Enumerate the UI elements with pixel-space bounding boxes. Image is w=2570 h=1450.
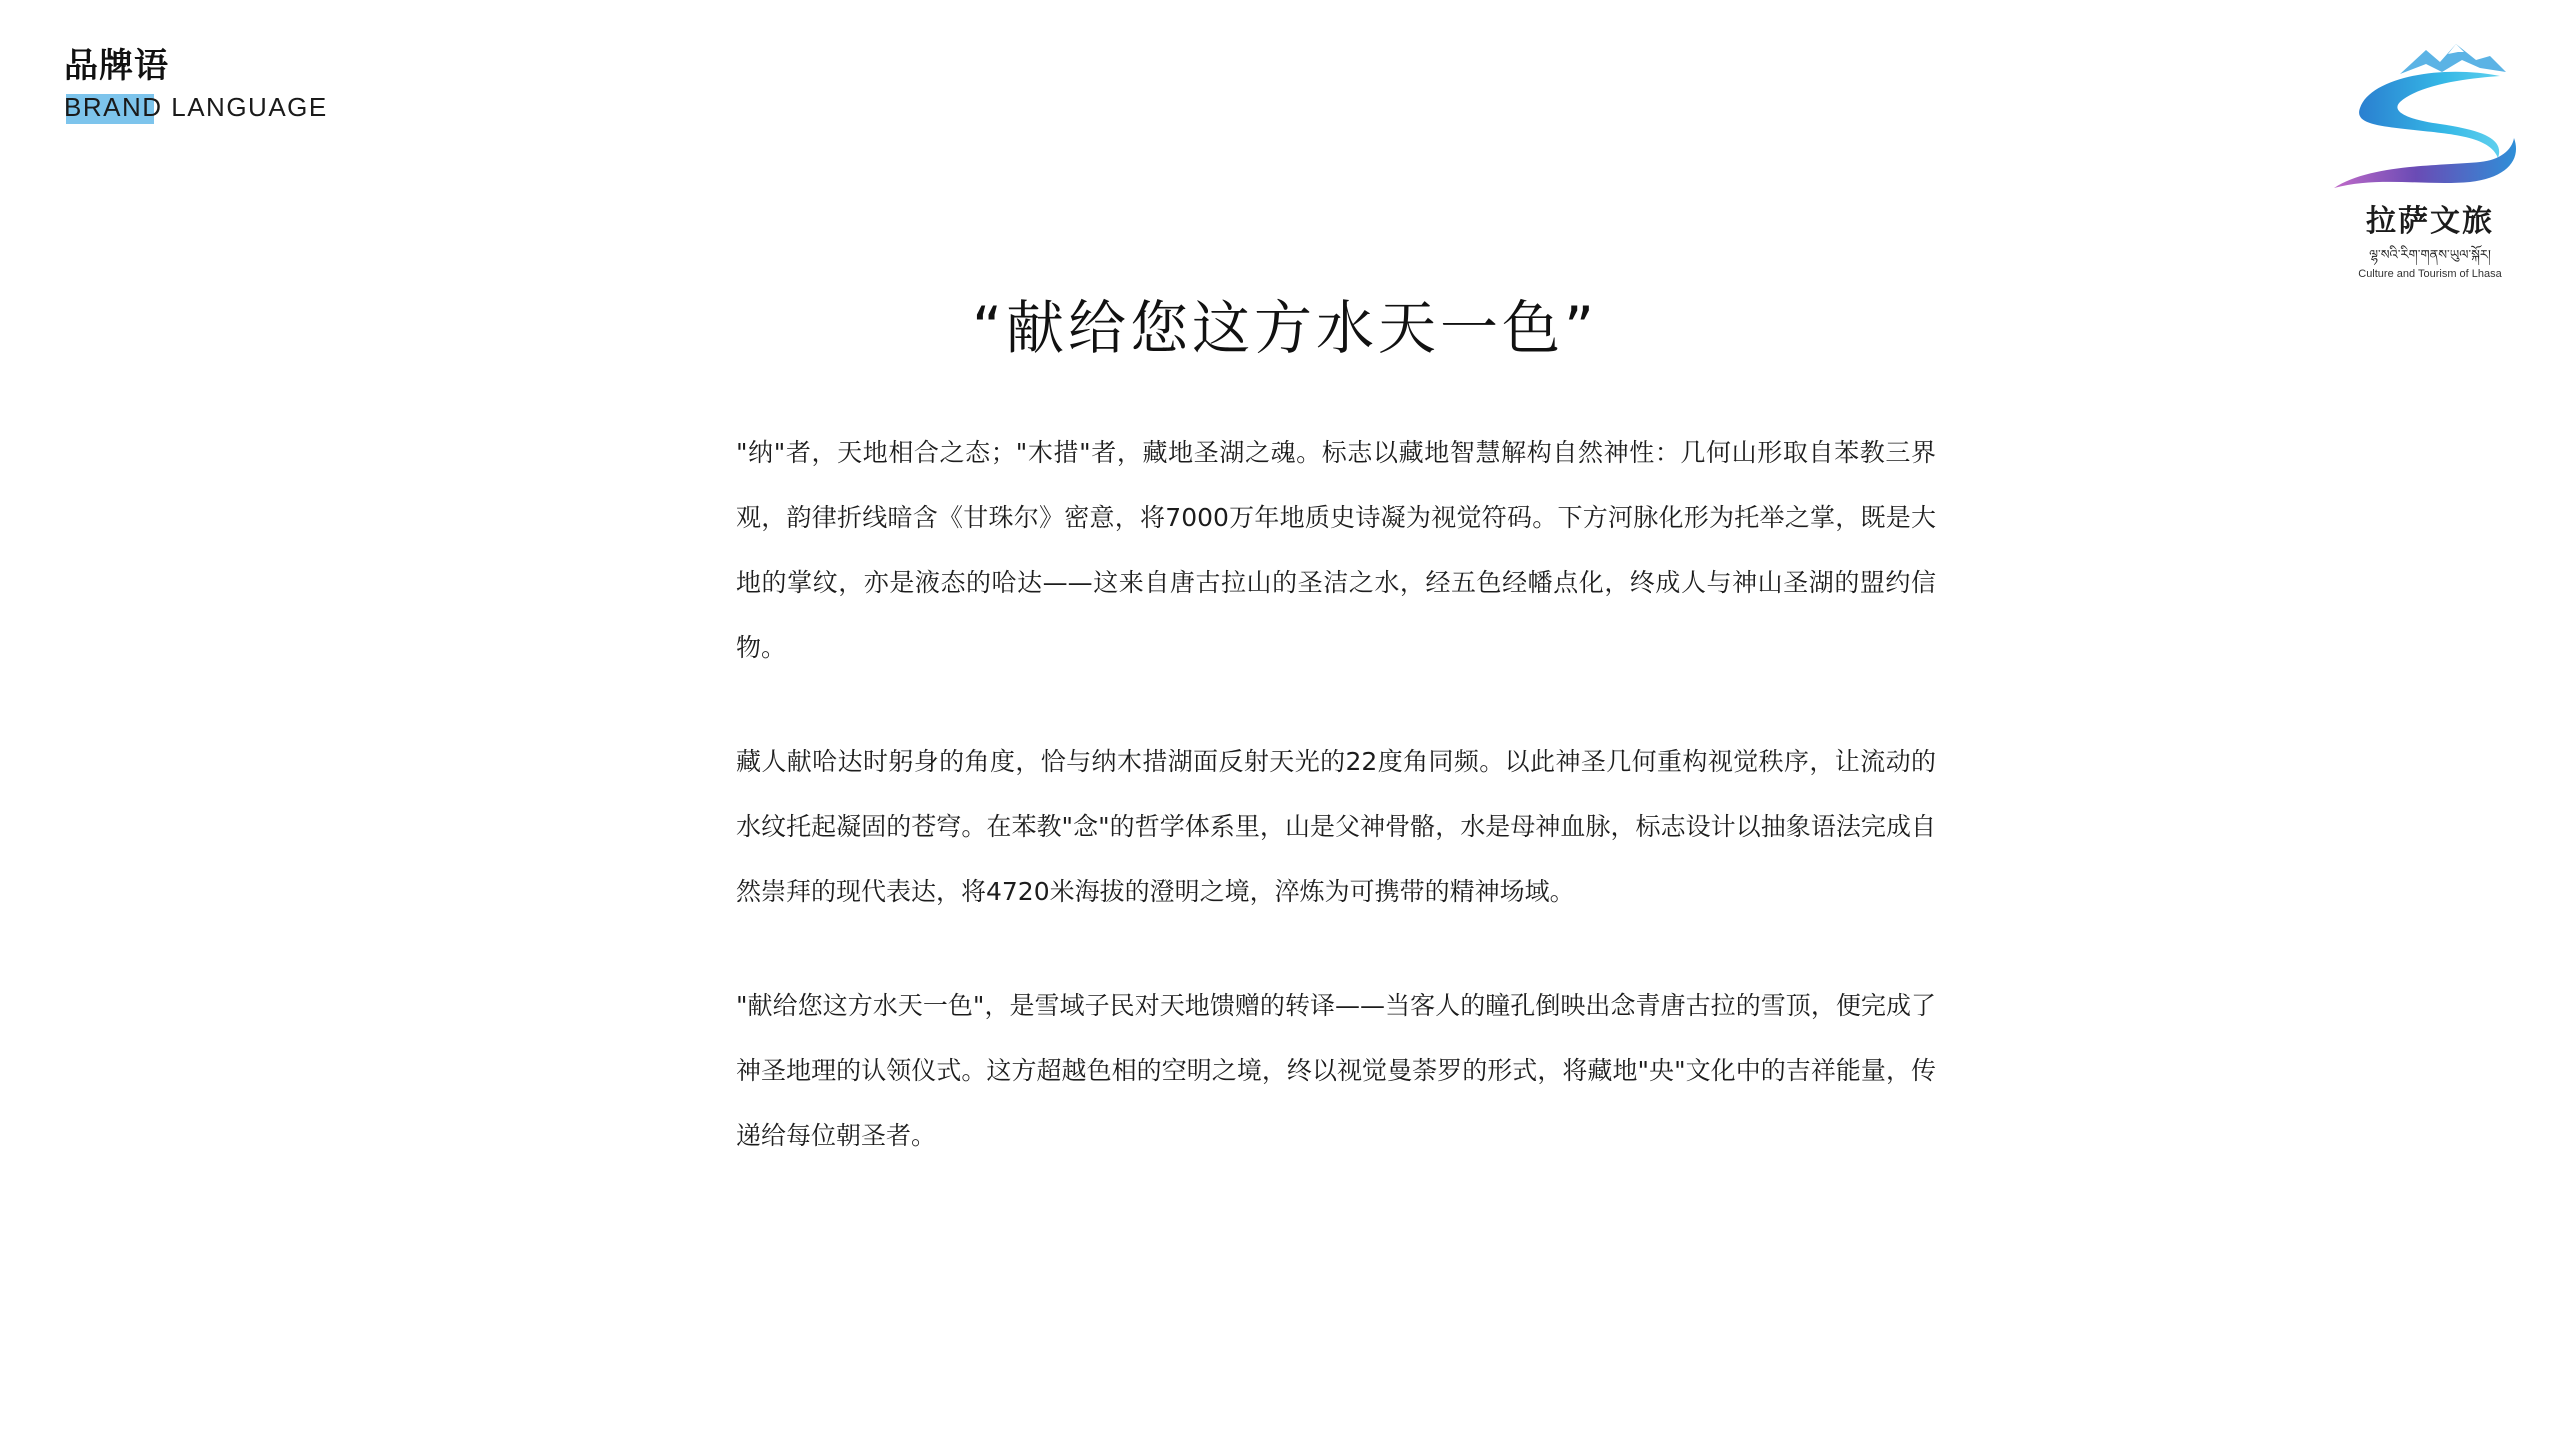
section-subtitle-wrap <box>64 90 328 124</box>
paragraph-3: "献给您这方水天一色"，是雪域子民对天地馈赠的转译——当客人的瞳孔倒映出念青唐古拉的雪顶，便完成了神圣地理的认领仪式。这方超越色相的空明之境，终以视觉曼荼罗的形式，将藏地"央"文化中的吉祥能量，传递给每位朝圣者。 <box>736 991 1936 1150</box>
slogan-title: “献给您这方水天一色” <box>971 294 1599 362</box>
lhasa-tourism-logo <box>2330 38 2530 288</box>
section-header <box>64 44 328 124</box>
logo-mark-icon <box>2330 38 2530 198</box>
logo-chinese-name: 拉萨文旅 <box>2366 204 2494 239</box>
logo-tibetan-name: ལྷ་སའི་རིག་གནས་ཡུལ་སྐོར། <box>2369 248 2491 263</box>
brand-description <box>736 420 1936 1217</box>
paragraph-1: "纳"者，天地相合之态；"木措"者，藏地圣湖之魂。标志以藏地智慧解构自然神性：几何山形取自苯教三界观，韵律折线暗含《甘珠尔》密意，将7000万年地质史诗凝为视觉符码。下方河脉化形为托举之掌，既是大地的掌纹，亦是液态的哈达——这来自唐古拉山的圣洁之水，经五色经幡点化，终成人与神山圣湖的盟约信物。 <box>736 438 1936 662</box>
logo-english-name: Culture and Tourism of Lhasa <box>2358 268 2502 280</box>
paragraph-2: 藏人献哈达时躬身的角度，恰与纳木措湖面反射天光的22度角同频。以此神圣几何重构视觉秩序，让流动的水纹托起凝固的苍穹。在苯教"念"的哲学体系里，山是父神骨骼，水是母神血脉，标志设计以抽象语法完成自然崇拜的现代表达，将4720米海拔的澄明之境，淬炼为可携带的精神场域。 <box>736 747 1936 906</box>
section-title: 品牌语 <box>64 46 169 86</box>
section-subtitle: BRAND LANGUAGE <box>64 92 328 122</box>
